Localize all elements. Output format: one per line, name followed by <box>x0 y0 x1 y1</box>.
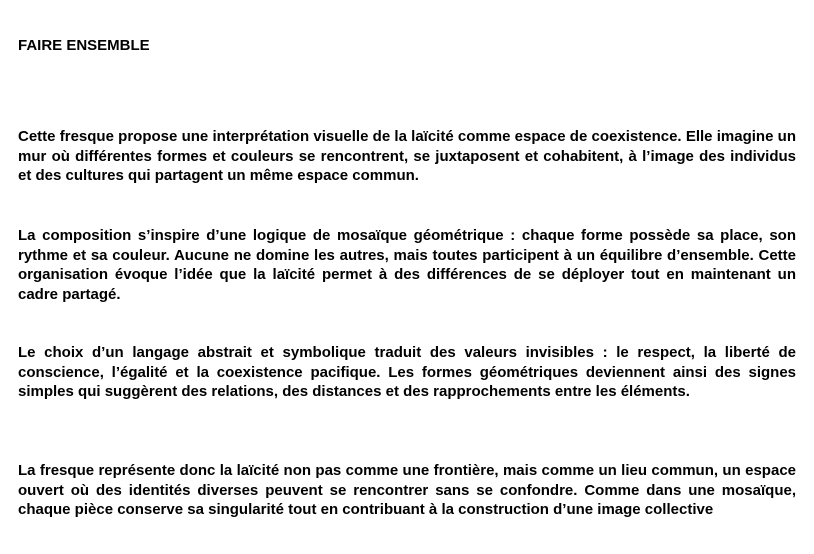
paragraph-composition: La composition s’inspire d’une logique de mosaïque géométrique : chaque forme possède sa place, son rythme et sa couleur. Aucune ne domine les autres, mais toutes participent à un équilibre d’ensemble. Cette organisation évoque l’idée que la laïcité permet à des différences de se déployer tout en maintenant un cadre partagé. <box>18 227 796 303</box>
paragraph-language: Le choix d’un langage abstrait et symbolique traduit des valeurs invisibles : le respect, la liberté de conscience, l’égalité et la coexistence pacifique. Les formes géométriques deviennent ainsi des signes simples qui suggèrent des relations, des distances et des rapprochements entre les éléments. <box>18 344 796 400</box>
paragraph-conclusion: La fresque représente donc la laïcité non pas comme une frontière, mais comme un lieu commun, un espace ouvert où des identités diverses peuvent se rencontrer sans se confondre. Comme dans une mosaïque, chaque pièce conserve sa singularité tout en contribuant à la construction d’une image collective <box>18 462 796 518</box>
paragraph-intro: Cette fresque propose une interprétation visuelle de la laïcité comme espace de coexistence. Elle imagine un mur où différentes formes et couleurs se rencontrent, se juxtaposent et cohabitent, à l’image des individus et des cultures qui partagent un même espace commun. <box>18 128 796 184</box>
document-title: FAIRE ENSEMBLE <box>18 37 150 54</box>
